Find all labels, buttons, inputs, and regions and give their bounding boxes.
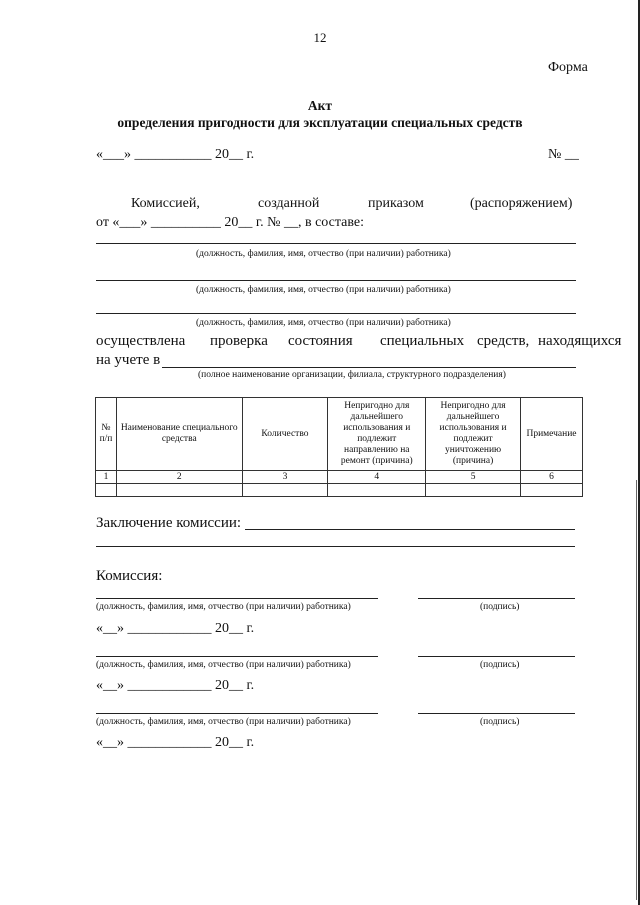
column-number: 3 (242, 471, 328, 484)
signature-caption-3: (подпись) (480, 717, 520, 727)
form-label: Форма (548, 60, 588, 75)
check-word-3: состояния (288, 333, 353, 349)
header-cell: Непригодно для дальнейшего использования и подлежит направлению на ремонт (причина) (328, 398, 426, 471)
commission-word-3: приказом (368, 196, 424, 211)
document-title: Акт (307, 98, 333, 113)
header-cell: Наименование специального средства (116, 398, 242, 471)
conclusion-line-1 (245, 529, 575, 530)
member-caption-3: (должность, фамилия, имя, отчество (при наличии) работника) (196, 318, 451, 328)
scan-edge-shadow (636, 480, 637, 900)
check-word-2: проверка (210, 333, 268, 349)
commission-label: Комиссия: (96, 568, 163, 584)
commission-order-line: от «___» __________ 20__ г. № __, в составе: (96, 215, 364, 230)
signature-caption-2: (подпись) (480, 660, 520, 670)
member-caption-1: (должность, фамилия, имя, отчество (при наличии) работника) (196, 249, 451, 259)
header-cell: Примечание (520, 398, 582, 471)
signer-line-1 (96, 598, 378, 599)
column-number: 2 (116, 471, 242, 484)
on-record-label: на учете в (96, 352, 161, 368)
signer-caption-2: (должность, фамилия, имя, отчество (при наличии) работника) (96, 660, 351, 670)
column-number: 4 (328, 471, 426, 484)
conclusion-line-2 (96, 546, 575, 547)
act-number: № __ (548, 147, 579, 162)
member-line-3 (96, 313, 576, 314)
member-line-1 (96, 243, 576, 244)
table-cell (242, 484, 328, 497)
signature-caption-1: (подпись) (480, 602, 520, 612)
page-number: 12 (313, 30, 327, 45)
signature-line-1 (418, 598, 575, 599)
table-cell (96, 484, 117, 497)
organization-line (162, 367, 576, 368)
signer-line-2 (96, 656, 378, 657)
special-means-table (95, 397, 583, 497)
organization-caption: (полное наименование организации, филиала, структурного подразделения) (198, 370, 506, 380)
check-word-1: осуществлена (96, 333, 186, 349)
signature-line-2 (418, 656, 575, 657)
member-caption-2: (должность, фамилия, имя, отчество (при наличии) работника) (196, 285, 451, 295)
check-word-5: средств, (477, 333, 530, 349)
signer-caption-1: (должность, фамилия, имя, отчество (при наличии) работника) (96, 602, 351, 612)
table-cell (328, 484, 426, 497)
header-cell: Количество (242, 398, 328, 471)
sign-date-3: «__» ____________ 20__ г. (96, 735, 255, 750)
conclusion-label: Заключение комиссии: (96, 515, 242, 531)
sign-date-2: «__» ____________ 20__ г. (96, 678, 255, 693)
commission-word-1: Комиссией, (131, 196, 200, 211)
commission-word-2: созданной (258, 196, 320, 211)
document-subtitle: определения пригодности для эксплуатации специальных средств (117, 115, 523, 130)
member-line-2 (96, 280, 576, 281)
signature-line-3 (418, 713, 575, 714)
column-number: 1 (96, 471, 117, 484)
column-number: 6 (520, 471, 582, 484)
commission-word-4: (распоряжением) (470, 196, 573, 211)
act-date: «___» ___________ 20__ г. (96, 147, 255, 162)
signer-caption-3: (должность, фамилия, имя, отчество (при наличии) работника) (96, 717, 351, 727)
check-word-6: находящихся (538, 333, 622, 349)
header-cell: № п/п (96, 398, 117, 471)
header-cell: Непригодно для дальнейшего использования и подлежит уничтожению (причина) (426, 398, 521, 471)
check-word-4: специальных (380, 333, 465, 349)
table-cell (520, 484, 582, 497)
table-cell (116, 484, 242, 497)
table-cell (426, 484, 521, 497)
column-number: 5 (426, 471, 521, 484)
sign-date-1: «__» ____________ 20__ г. (96, 621, 255, 636)
signer-line-3 (96, 713, 378, 714)
